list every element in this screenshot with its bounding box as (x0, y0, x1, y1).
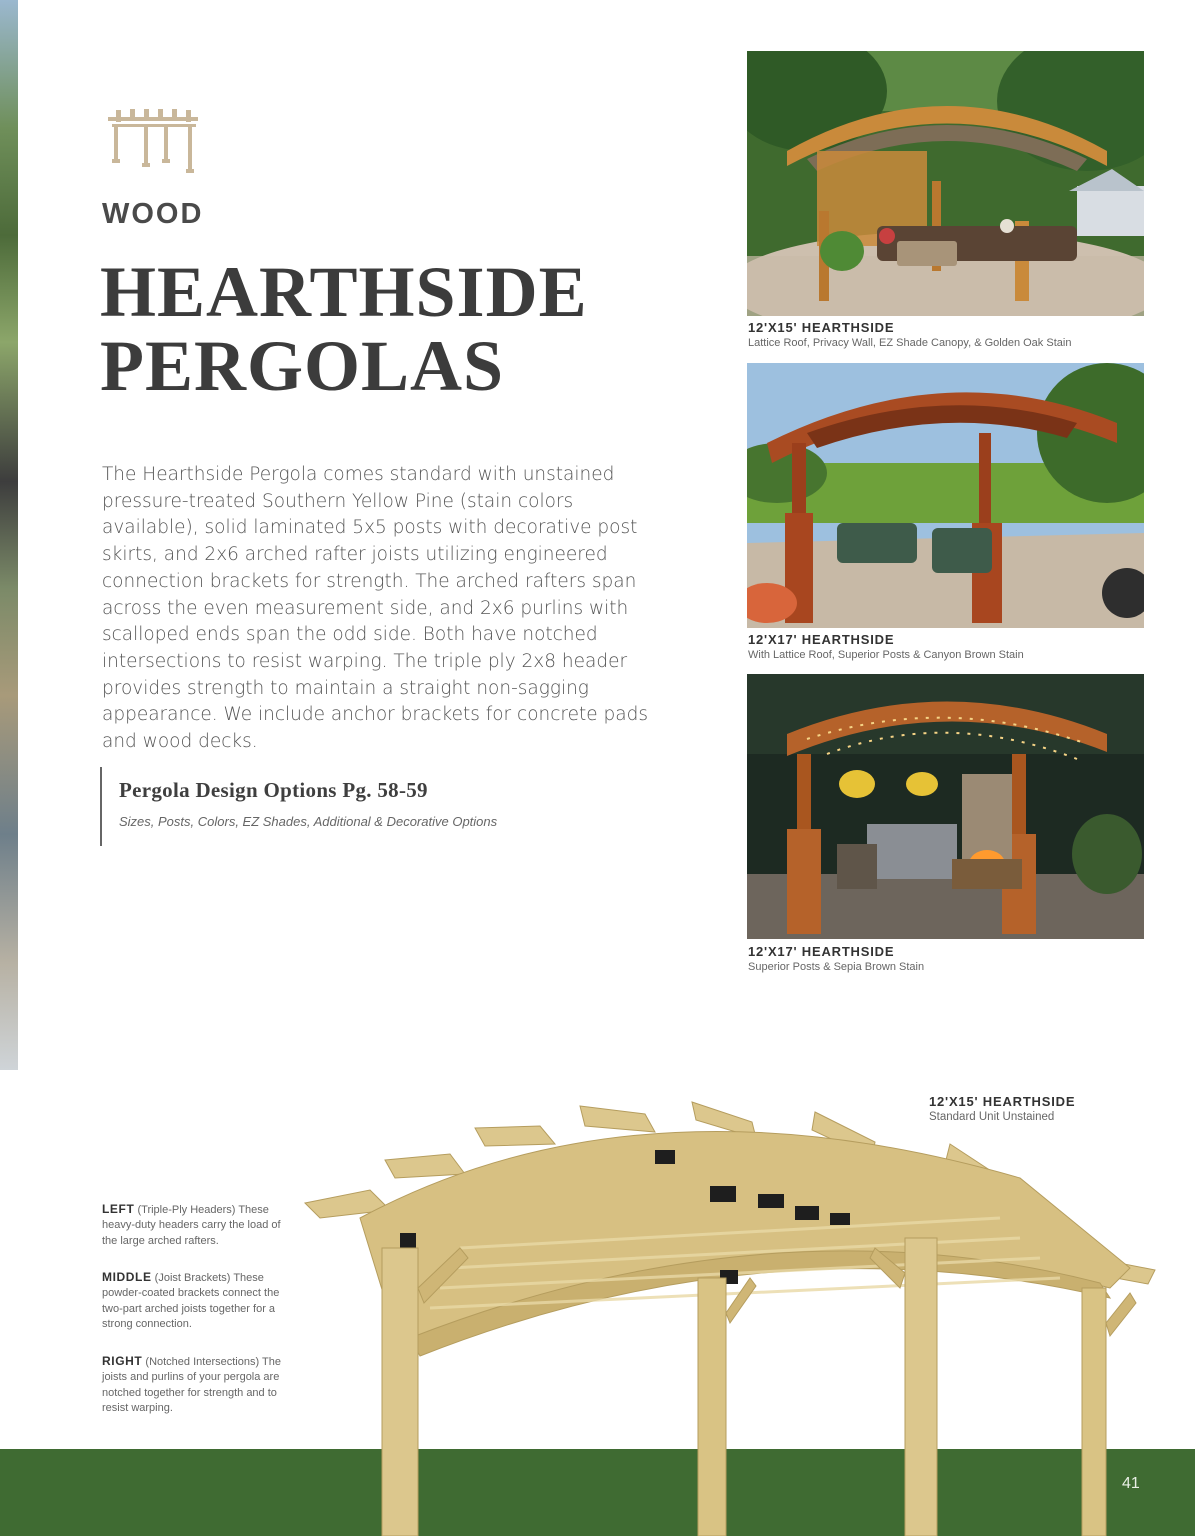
design-options-title: Pergola Design Options Pg. 58-59 (119, 778, 428, 802)
pergola-rendering (300, 1098, 1160, 1536)
feature-middle (102, 1270, 282, 1333)
feature-right-label: RIGHT (102, 1354, 143, 1368)
photo-3-title: 12'X17' HEARTHSIDE (748, 944, 895, 959)
intro-paragraph: The Hearthside Pergola comes standard with unstained pressure-treated Southern Yellow Pine (stain colors available), solid laminated 5x5 posts with decorative post skirts, and 2x6 arched rafter joists utilizing engineered connection brackets for strength. The arched rafters span across the even measurement side, and 2x6 purlins with scalloped ends span the odd side. Both have notched intersections to resist warping. The triple ply 2x8 header provides strength to maintain a straight non-sagging appearance. We include anchor brackets for concrete pads and wood decks. (102, 464, 648, 753)
diagram-subtitle: Standard Unit Unstained (929, 1111, 1055, 1123)
feature-right (102, 1354, 282, 1417)
photo-pergola-golden-oak (747, 51, 1144, 316)
feature-right-text: (Notched Intersections) The joists and purlins of your pergola are notched together for strength and to resist warping. (102, 1356, 281, 1415)
feature-middle-label: MIDDLE (102, 1270, 152, 1284)
feature-left-text: (Triple-Ply Headers) These heavy-duty headers carry the load of the large arched rafters. (102, 1204, 281, 1247)
page-number: 41 (1122, 1475, 1140, 1492)
photo-3-subtitle: Superior Posts & Sepia Brown Stain (748, 961, 925, 973)
photo-pergola-canyon-brown (747, 363, 1144, 628)
design-options-callout (100, 767, 570, 846)
left-edge-photo-strip (0, 0, 18, 1070)
photo-2-subtitle: With Lattice Roof, Superior Posts & Canyon Brown Stain (748, 649, 1024, 661)
photo-2-title: 12'X17' HEARTHSIDE (748, 632, 895, 647)
feature-left (102, 1202, 282, 1249)
design-options-subtitle: Sizes, Posts, Colors, EZ Shades, Additional & Decorative Options (119, 814, 498, 829)
pergola-icon (106, 107, 200, 173)
feature-left-label: LEFT (102, 1202, 135, 1216)
photo-1-title: 12'X15' HEARTHSIDE (748, 320, 895, 335)
category-label: WOOD (102, 198, 204, 230)
photo-pergola-sepia-brown-night (747, 674, 1144, 939)
feature-middle-text: (Joist Brackets) These powder-coated brackets connect the two-part arched joists together for a strong connection. (102, 1272, 280, 1331)
photo-1-subtitle: Lattice Roof, Privacy Wall, EZ Shade Canopy, & Golden Oak Stain (748, 337, 1072, 349)
diagram-title: 12'X15' HEARTHSIDE (929, 1094, 1076, 1109)
page-title: HEARTHSIDE PERGOLAS (100, 252, 588, 406)
